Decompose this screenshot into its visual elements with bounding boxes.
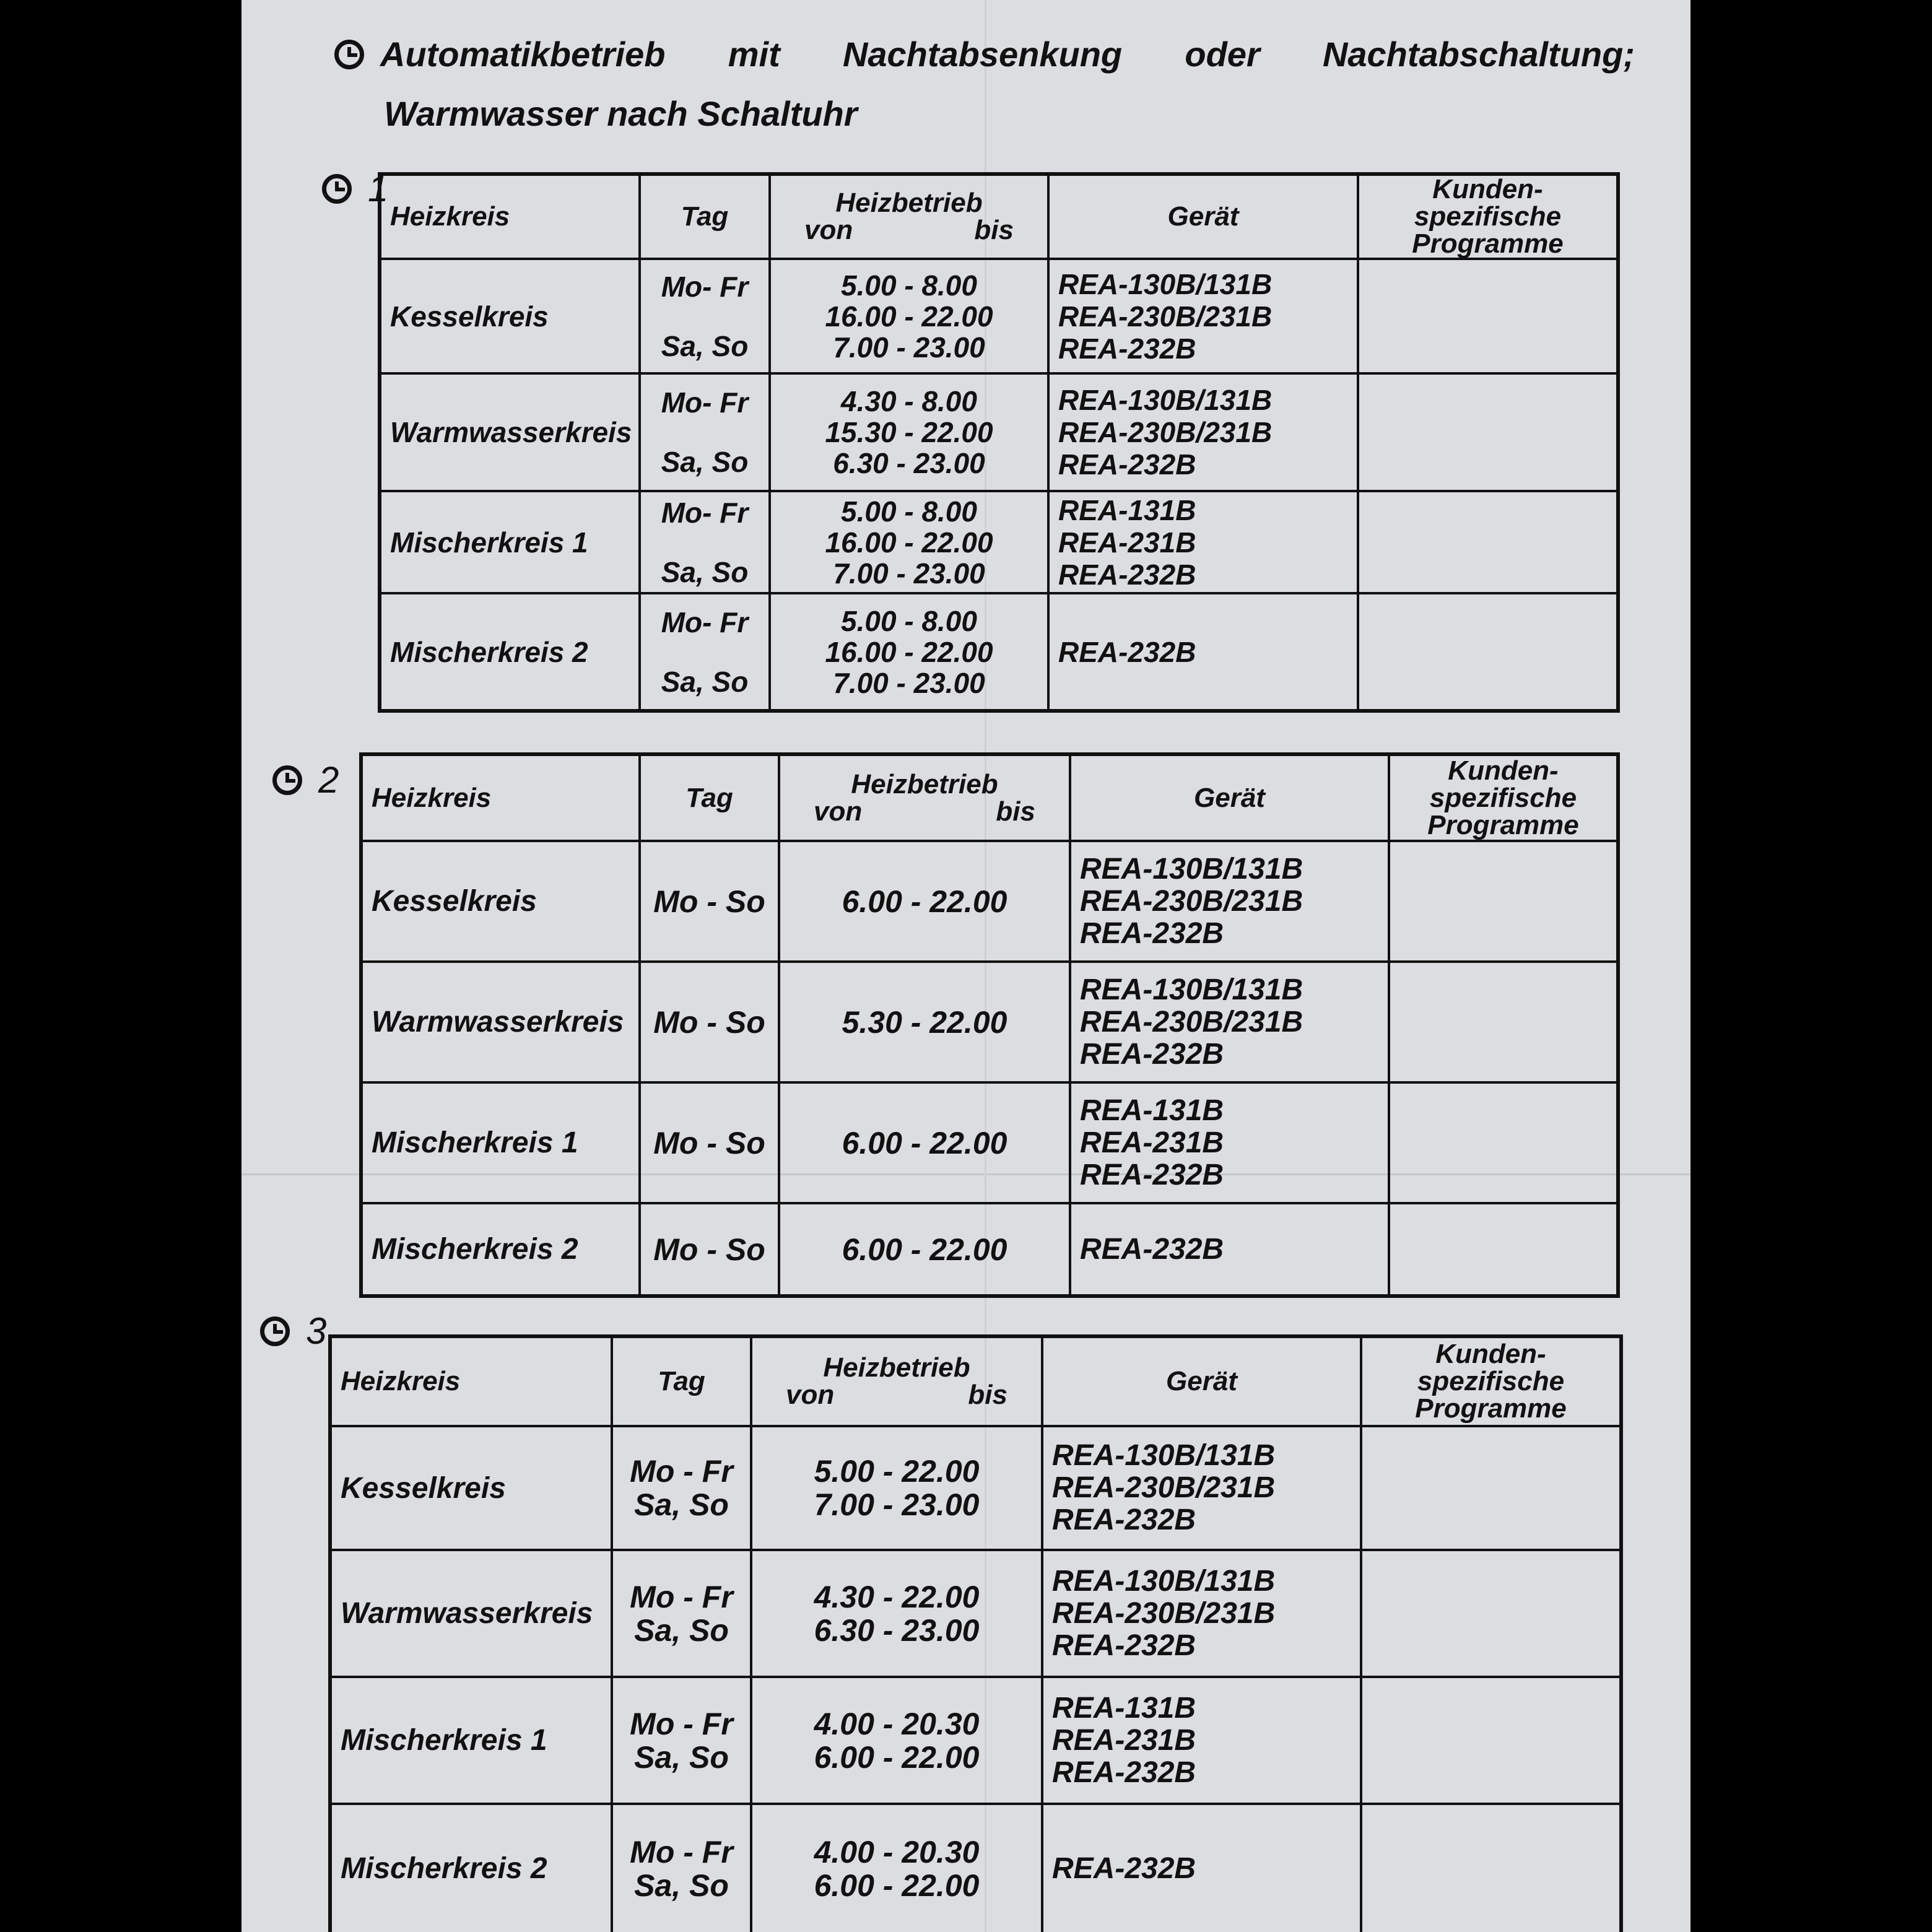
col-kunden-line: spezifische xyxy=(1417,1366,1565,1396)
col-kunden-line: Programme xyxy=(1427,809,1579,840)
geraet-line: REA-232B xyxy=(1052,1756,1196,1789)
cell-geraet xyxy=(1070,1082,1389,1203)
cell-geraet xyxy=(1048,593,1358,711)
zeit-line: 5.00 - 22.00 xyxy=(814,1454,980,1489)
zeit-line: 7.00 - 23.00 xyxy=(814,1487,980,1522)
zeit-line: 4.00 - 20.30 xyxy=(814,1834,980,1869)
tag-line: Mo- Fr xyxy=(661,270,749,303)
cell-kunden xyxy=(1361,1426,1621,1550)
cell-tag xyxy=(640,593,770,711)
program-number: 3 xyxy=(306,1310,327,1352)
geraet-line: REA-230B/231B xyxy=(1058,416,1273,448)
cell-kunden xyxy=(1361,1677,1621,1804)
col-heizkreis: Heizkreis xyxy=(361,754,640,841)
table-row xyxy=(380,259,1618,373)
program-number: 1 xyxy=(368,168,389,209)
geraet-line: REA-232B xyxy=(1080,1158,1224,1191)
tag-line: Mo- Fr xyxy=(661,606,749,638)
cell-heizkreis: Warmwasserkreis xyxy=(361,962,640,1082)
geraet-line: REA-232B xyxy=(1052,1629,1196,1662)
document-page xyxy=(242,0,1690,1932)
geraet-line: REA-232B xyxy=(1058,448,1196,481)
cell-kunden xyxy=(1358,259,1618,373)
geraet-line: REA-230B/231B xyxy=(1080,1005,1303,1038)
table-row xyxy=(361,962,1618,1082)
cell-tag xyxy=(612,1677,751,1804)
zeit-line: 4.00 - 20.30 xyxy=(814,1706,980,1741)
zeit-line: 7.00 - 23.00 xyxy=(833,557,985,590)
program-label xyxy=(272,759,339,801)
cell-kunden xyxy=(1361,1550,1621,1677)
table-row xyxy=(330,1426,1621,1550)
geraet-line: REA-230B/231B xyxy=(1052,1471,1276,1504)
cell-zeit xyxy=(770,593,1048,711)
cell-geraet xyxy=(1070,841,1389,962)
cell-zeit: 5.30 - 22.00 xyxy=(779,962,1070,1082)
zeit-line: 15.30 - 22.00 xyxy=(825,416,993,448)
geraet-line: REA-131B xyxy=(1058,494,1196,526)
geraet-line: REA-232B xyxy=(1052,1503,1196,1536)
geraet-line: REA-232B xyxy=(1058,558,1196,591)
table-row xyxy=(330,1550,1621,1677)
table-row xyxy=(330,1804,1621,1932)
heading-line-1: Automatikbetrieb mit Nachtabsenkung oder Nachtabschaltung; xyxy=(380,35,1635,74)
cell-zeit xyxy=(751,1804,1042,1932)
cell-geraet xyxy=(1048,373,1358,491)
col-kunden-line: Programme xyxy=(1415,1393,1567,1424)
col-kunden-line: Kunden- xyxy=(1448,755,1559,786)
cell-heizkreis: Mischerkreis 1 xyxy=(330,1677,612,1804)
cell-geraet xyxy=(1070,1203,1389,1296)
table-header-row xyxy=(380,174,1618,259)
section-heading xyxy=(334,25,1635,144)
geraet-line: REA-131B xyxy=(1080,1094,1224,1127)
tag-line: Sa, So xyxy=(661,665,749,698)
zeit-line: 7.00 - 23.00 xyxy=(833,666,985,699)
cell-kunden xyxy=(1389,1082,1618,1203)
cell-geraet xyxy=(1042,1677,1361,1804)
table-row xyxy=(361,1203,1618,1296)
zeit-line: 16.00 - 22.00 xyxy=(825,526,993,559)
cell-heizkreis: Kesselkreis xyxy=(380,259,640,373)
col-heizbetrieb xyxy=(751,1336,1042,1426)
col-heizbetrieb xyxy=(770,174,1048,259)
cell-kunden xyxy=(1389,841,1618,962)
cell-kunden xyxy=(1358,491,1618,593)
geraet-line: REA-131B xyxy=(1052,1691,1196,1725)
cell-zeit xyxy=(770,259,1048,373)
cell-tag: Mo - So xyxy=(640,1203,779,1296)
geraet-line: REA-232B xyxy=(1058,332,1196,365)
cell-kunden xyxy=(1389,1203,1618,1296)
zeit-line: 6.00 - 22.00 xyxy=(814,1868,980,1903)
geraet-line: REA-231B xyxy=(1058,526,1196,559)
program-table-1 xyxy=(378,172,1620,713)
tag-line: Sa, So xyxy=(661,446,749,478)
table-row xyxy=(361,841,1618,962)
geraet-line: REA-232B xyxy=(1080,1232,1224,1266)
cell-geraet xyxy=(1042,1804,1361,1932)
geraet-line: REA-232B xyxy=(1080,1037,1224,1071)
col-heizbetrieb-title: Heizbetrieb xyxy=(835,188,983,218)
zeit-line: 6.30 - 23.00 xyxy=(814,1612,980,1648)
col-kunden-line: spezifische xyxy=(1414,201,1562,232)
col-kunden-line: Programme xyxy=(1412,228,1564,259)
tag-line: Mo - Fr xyxy=(630,1579,733,1614)
tag-line: Sa, So xyxy=(634,1612,729,1648)
cell-tag: Mo - So xyxy=(640,841,779,962)
geraet-line: REA-232B xyxy=(1058,635,1196,668)
cell-zeit: 6.00 - 22.00 xyxy=(779,1082,1070,1203)
col-bis: bis xyxy=(974,215,1014,245)
tag-line: Mo - Fr xyxy=(630,1834,733,1869)
clock-icon xyxy=(334,40,364,69)
cell-zeit xyxy=(770,373,1048,491)
col-tag: Tag xyxy=(640,754,779,841)
col-tag: Tag xyxy=(612,1336,751,1426)
tag-line: Sa, So xyxy=(661,555,749,588)
cell-geraet xyxy=(1048,259,1358,373)
cell-heizkreis: Mischerkreis 2 xyxy=(361,1203,640,1296)
zeit-line: 4.30 - 22.00 xyxy=(814,1579,980,1614)
cell-tag: Mo - So xyxy=(640,962,779,1082)
geraet-line: REA-230B/231B xyxy=(1052,1596,1276,1630)
geraet-line: REA-130B/131B xyxy=(1080,973,1303,1006)
col-geraet: Gerät xyxy=(1048,174,1358,259)
geraet-line: REA-130B/131B xyxy=(1058,268,1273,300)
zeit-line: 6.30 - 23.00 xyxy=(833,447,985,479)
cell-tag xyxy=(640,259,770,373)
col-von: von xyxy=(804,215,853,245)
table-row xyxy=(330,1677,1621,1804)
cell-zeit: 6.00 - 22.00 xyxy=(779,1203,1070,1296)
geraet-line: REA-231B xyxy=(1052,1723,1196,1757)
table-header-row xyxy=(330,1336,1621,1426)
table-row xyxy=(380,491,1618,593)
col-bis: bis xyxy=(996,796,1035,827)
zeit-line: 5.00 - 8.00 xyxy=(841,495,977,528)
col-kunden xyxy=(1361,1336,1621,1426)
heading-line-2: Warmwasser nach Schaltuhr xyxy=(384,94,858,133)
cell-heizkreis: Mischerkreis 1 xyxy=(361,1082,640,1203)
col-geraet: Gerät xyxy=(1042,1336,1361,1426)
geraet-line: REA-232B xyxy=(1080,916,1224,950)
col-kunden xyxy=(1389,754,1618,841)
zeit-line: 7.00 - 23.00 xyxy=(833,331,985,363)
tag-line: Sa, So xyxy=(661,329,749,362)
cell-tag xyxy=(640,373,770,491)
cell-heizkreis: Kesselkreis xyxy=(330,1426,612,1550)
cell-tag: Mo - So xyxy=(640,1082,779,1203)
zeit-line: 16.00 - 22.00 xyxy=(825,635,993,668)
geraet-line: REA-232B xyxy=(1052,1852,1196,1885)
cell-zeit: 6.00 - 22.00 xyxy=(779,841,1070,962)
program-number: 2 xyxy=(318,759,339,801)
cell-heizkreis: Warmwasserkreis xyxy=(380,373,640,491)
cell-geraet xyxy=(1042,1550,1361,1677)
cell-zeit xyxy=(770,491,1048,593)
geraet-line: REA-130B/131B xyxy=(1052,1564,1276,1598)
table-header-row xyxy=(361,754,1618,841)
geraet-line: REA-230B/231B xyxy=(1080,884,1303,918)
cell-geraet xyxy=(1042,1426,1361,1550)
table-row xyxy=(380,593,1618,711)
cell-tag xyxy=(612,1426,751,1550)
program-table-3 xyxy=(328,1334,1623,1932)
program-table-2 xyxy=(359,752,1620,1298)
cell-tag xyxy=(612,1804,751,1932)
cell-geraet xyxy=(1048,491,1358,593)
tag-line: Mo- Fr xyxy=(661,496,749,529)
cell-heizkreis: Mischerkreis 1 xyxy=(380,491,640,593)
col-von: von xyxy=(786,1380,835,1410)
cell-kunden xyxy=(1358,593,1618,711)
table-row xyxy=(380,373,1618,491)
col-kunden-line: Kunden- xyxy=(1432,174,1543,204)
tag-line: Sa, So xyxy=(634,1739,729,1775)
col-heizkreis: Heizkreis xyxy=(380,174,640,259)
cell-zeit xyxy=(751,1550,1042,1677)
table-row xyxy=(361,1082,1618,1203)
col-kunden xyxy=(1358,174,1618,259)
cell-tag xyxy=(640,491,770,593)
cell-zeit xyxy=(751,1426,1042,1550)
tag-line: Mo- Fr xyxy=(661,386,749,419)
col-heizbetrieb xyxy=(779,754,1070,841)
program-label xyxy=(260,1310,326,1352)
col-kunden-line: Kunden- xyxy=(1435,1339,1546,1369)
tag-line: Mo - Fr xyxy=(630,1706,733,1741)
cell-kunden xyxy=(1361,1804,1621,1932)
tag-line: Sa, So xyxy=(634,1868,729,1903)
col-heizbetrieb-title: Heizbetrieb xyxy=(823,1352,970,1383)
cell-kunden xyxy=(1389,962,1618,1082)
tag-line: Mo - Fr xyxy=(630,1454,733,1489)
clock-icon xyxy=(260,1316,290,1346)
col-geraet: Gerät xyxy=(1070,754,1389,841)
geraet-line: REA-231B xyxy=(1080,1126,1224,1159)
col-tag: Tag xyxy=(640,174,770,259)
zeit-line: 5.00 - 8.00 xyxy=(841,269,977,302)
geraet-line: REA-130B/131B xyxy=(1052,1439,1276,1472)
geraet-line: REA-230B/231B xyxy=(1058,300,1273,333)
cell-zeit xyxy=(751,1677,1042,1804)
clock-icon xyxy=(322,174,352,204)
cell-heizkreis: Mischerkreis 2 xyxy=(330,1804,612,1932)
cell-kunden xyxy=(1358,373,1618,491)
zeit-line: 6.00 - 22.00 xyxy=(814,1739,980,1775)
clock-icon xyxy=(272,765,302,795)
col-von: von xyxy=(814,796,863,827)
cell-heizkreis: Warmwasserkreis xyxy=(330,1550,612,1677)
cell-geraet xyxy=(1070,962,1389,1082)
col-bis: bis xyxy=(968,1380,1007,1410)
cell-tag xyxy=(612,1550,751,1677)
col-heizbetrieb-title: Heizbetrieb xyxy=(851,768,998,799)
zeit-line: 4.30 - 8.00 xyxy=(841,385,977,417)
geraet-line: REA-130B/131B xyxy=(1058,384,1273,416)
cell-heizkreis: Mischerkreis 2 xyxy=(380,593,640,711)
tag-line: Sa, So xyxy=(634,1487,729,1522)
col-heizkreis: Heizkreis xyxy=(330,1336,612,1426)
cell-heizkreis: Kesselkreis xyxy=(361,841,640,962)
geraet-line: REA-130B/131B xyxy=(1080,852,1303,886)
col-kunden-line: spezifische xyxy=(1429,782,1577,813)
zeit-line: 5.00 - 8.00 xyxy=(841,604,977,637)
zeit-line: 16.00 - 22.00 xyxy=(825,300,993,333)
